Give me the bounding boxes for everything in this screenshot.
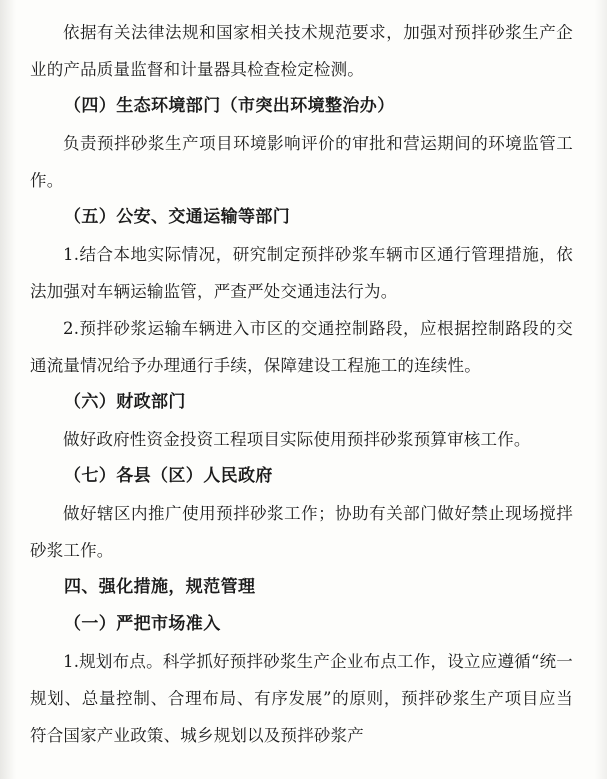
paragraph: 做好辖区内推广使用预拌砂浆工作；协助有关部门做好禁止现场搅拌砂浆工作。 xyxy=(30,504,573,560)
paragraph: 2.预拌砂浆运输车辆进入市区的交通控制路段，应根据控制路段的交通流量情况给予办理通行手续，保障建设工程施工的连续性。 xyxy=(30,319,573,375)
section-heading: （七）各县（区）人民政府 xyxy=(64,466,273,486)
paragraph: 1.结合本地实际情况，研究制定预拌砂浆车辆市区通行管理措施，依法加强对车辆运输监管，严查严处交通违法行为。 xyxy=(30,245,573,301)
section-heading: （四）生态环境部门（市突出环境整治办） xyxy=(64,96,395,116)
paragraph: 依据有关法律法规和国家相关技术规范要求，加强对预拌砂浆生产企业的产品质量监督和计量器具检查检定检测。 xyxy=(30,23,573,79)
section-heading: （一）严把市场准入 xyxy=(64,614,221,634)
paragraph: 1.规划布点。科学抓好预拌砂浆生产企业布点工作，设立应遵循“统一规划、总量控制、合理布局、有序发展”的原则，预拌砂浆生产项目应当符合国家产业政策、城乡规划以及预拌砂浆产 xyxy=(30,652,573,745)
chapter-heading: 四、强化措施，规范管理 xyxy=(64,577,256,597)
paragraph: 做好政府性资金投资工程项目实际使用预拌砂浆预算审核工作。 xyxy=(63,430,531,449)
section-heading: （五）公安、交通运输等部门 xyxy=(64,207,291,227)
section-heading: （六）财政部门 xyxy=(64,392,186,412)
paragraph: 负责预拌砂浆生产项目环境影响评价的审批和营运期间的环境监管工作。 xyxy=(30,134,573,190)
